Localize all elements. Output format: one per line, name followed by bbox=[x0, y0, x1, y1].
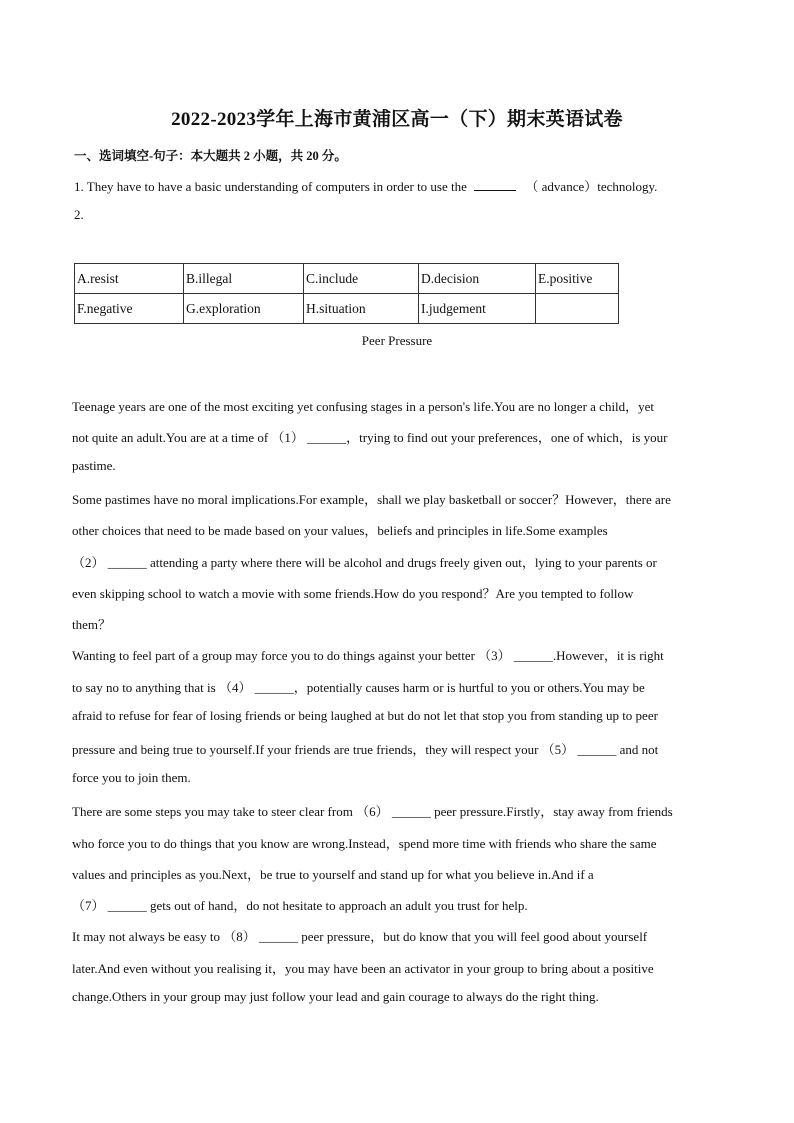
passage-line: pastime. bbox=[72, 458, 116, 473]
passage-line: afraid to refuse for fear of losing friends or being laughed at but do not let that stop you from standing up to peer bbox=[72, 708, 658, 723]
passage-line: Wanting to feel part of a group may force you to do things against your better （3） ______.However，it is right bbox=[72, 648, 664, 663]
table-row bbox=[75, 264, 619, 294]
passage-line: who force you to do things that you know are wrong.Instead，spend more time with friends who share the same bbox=[72, 836, 657, 851]
question-1-text: 1. They have to have a basic understanding of computers in order to use the bbox=[74, 179, 467, 194]
passage-line: force you to join them. bbox=[72, 770, 191, 785]
option-cell: C.include bbox=[304, 264, 419, 294]
question-1 bbox=[74, 176, 657, 195]
word-options-table bbox=[74, 263, 619, 324]
option-cell: I.judgement bbox=[419, 294, 536, 324]
passage-line: pressure and being true to yourself.If your friends are true friends，they will respect your （5） ______ and not bbox=[72, 742, 659, 757]
option-cell bbox=[536, 294, 619, 324]
passage-line: values and principles as you.Next，be true to yourself and stand up for what you believe in.And if a bbox=[72, 867, 594, 882]
option-cell: E.positive bbox=[536, 264, 619, 294]
option-cell: H.situation bbox=[304, 294, 419, 324]
passage-line: change.Others in your group may just follow your lead and gain courage to always do the right thing. bbox=[72, 989, 599, 1004]
passage-line: There are some steps you may take to steer clear from （6） ______ peer pressure.Firstly，stay away from friends bbox=[72, 804, 673, 819]
passage-line: them？ bbox=[72, 617, 111, 632]
option-cell: A.resist bbox=[75, 264, 184, 294]
option-cell: B.illegal bbox=[184, 264, 304, 294]
passage-line: other choices that need to be made based on your values，beliefs and principles in life.Some examples bbox=[72, 523, 608, 538]
answer-blank bbox=[474, 178, 516, 191]
question-2-number: 2. bbox=[74, 207, 84, 222]
passage-line: Teenage years are one of the most exciting yet confusing stages in a person's life.You are no longer a child，yet bbox=[72, 399, 655, 414]
option-cell: F.negative bbox=[75, 294, 184, 324]
passage-line: not quite an adult.You are at a time of （1） ______，trying to find out your preferences，one of which，is your bbox=[72, 430, 668, 445]
passage-line: to say no to anything that is （4） ______，potentially causes harm or is hurtful to you or others.You may be bbox=[72, 680, 645, 695]
option-cell: D.decision bbox=[419, 264, 536, 294]
passage-line: Some pastimes have no moral implications.For example，shall we play basketball or soccer？However，there are bbox=[72, 492, 671, 507]
passage-line: （2） ______ attending a party where there will be alcohol and drugs freely given out，lying to your parents or bbox=[72, 555, 657, 570]
passage-line: （7） ______ gets out of hand，do not hesitate to approach an adult you trust for help. bbox=[72, 898, 528, 913]
question-1-hint: （ advance）technology. bbox=[525, 179, 658, 194]
passage-line: It may not always be easy to （8） ______ peer pressure，but do know that you will feel good about yourself bbox=[72, 929, 648, 944]
section-heading: 一、选词填空-句子：本大题共 2 小题，共 20 分。 bbox=[74, 149, 347, 163]
passage-line: even skipping school to watch a movie with some friends.How do you respond？Are you tempted to follow bbox=[72, 586, 634, 601]
exam-title: 2022-2023学年上海市黄浦区高一（下）期末英语试卷 bbox=[171, 109, 623, 130]
option-cell: G.exploration bbox=[184, 294, 304, 324]
passage-title: Peer Pressure bbox=[361, 333, 433, 348]
passage-line: later.And even without you realising it，you may have been an activator in your group to bring about a positive bbox=[72, 961, 654, 976]
table-row bbox=[75, 294, 619, 324]
